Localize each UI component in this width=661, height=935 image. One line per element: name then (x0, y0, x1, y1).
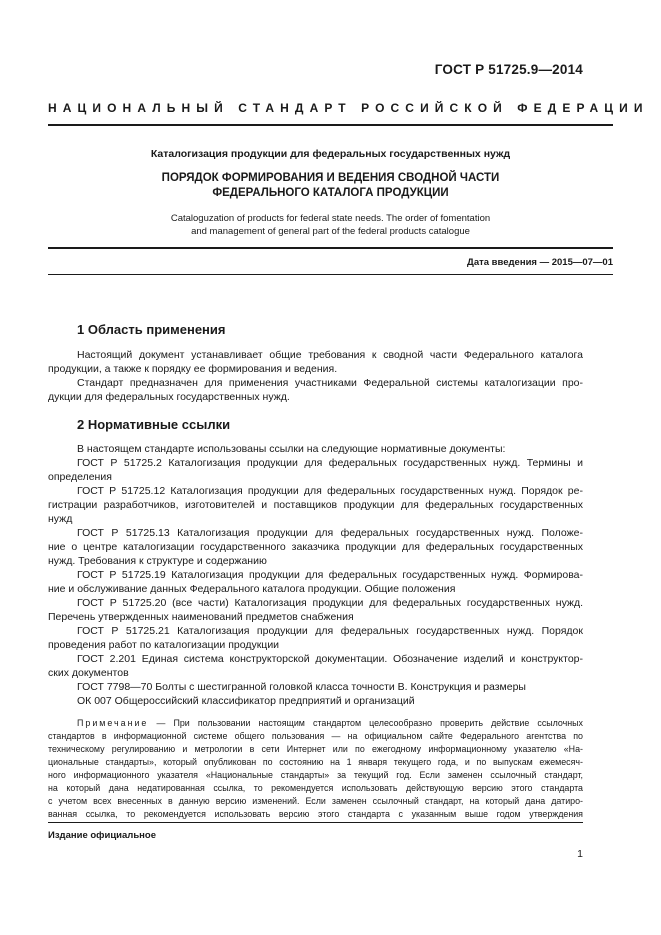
reference-line: ГОСТ Р 51725.12 Каталогизация продукции для федеральных государственных нужд. Порядок ре- (77, 485, 583, 497)
note-line: ванная ссылка, то рекомендуется использовать версию этого стандарта с указанным выше годом утверждения (48, 809, 583, 819)
reference-line: нужд. Требования к структуре и содержанию (48, 555, 267, 567)
document-title (48, 171, 613, 201)
note-line: циональные стандарты», который опубликован по состоянию на 1 января текущего года, и по выпускам ежемесяч- (48, 757, 583, 767)
title-line: ПОРЯДОК ФОРМИРОВАНИЯ И ВЕДЕНИЯ СВОДНОЙ ЧАСТИ (161, 172, 500, 184)
english-title-line: and management of general part of the federal products catalogue (191, 226, 470, 237)
section-heading-references: 2 Нормативные ссылки (77, 417, 231, 432)
reference-line: Перечень утвержденных наименований предметов снабжения (48, 611, 354, 623)
reference-line: ГОСТ Р 51725.21 Каталогизация продукции для федеральных государственных нужд. Порядок (77, 625, 583, 637)
reference-line: ГОСТ 2.201 Единая система конструкторской документации. Обозначение изделий и конструктор- (77, 653, 583, 665)
page-number: 1 (577, 848, 583, 860)
reference-line: гистрации разработчиков, изготовителей и поставщиков продукции для федеральных государственных (48, 499, 583, 511)
paragraph-line: Настоящий документ устанавливает общие требования к сводной части Федерального каталога (77, 349, 583, 361)
national-standard-heading: НАЦИОНАЛЬНЫЙ СТАНДАРТ РОССИЙСКОЙ ФЕДЕРАЦИИ (48, 101, 649, 115)
reference-line: нужд (48, 513, 73, 525)
note-line: на который дана недатированная ссылка, то рекомендуется использовать действующую версию этого стандарта (48, 783, 583, 793)
paragraph-line: продукции, а также к порядку ее формирования и ведения. (48, 363, 338, 375)
note-line-text: — При пользовании настоящим стандартом целесообразно проверить действие ссылочных (148, 718, 583, 728)
paragraph-line: Стандарт предназначен для применения участниками Федеральной системы каталогизации про- (77, 377, 583, 389)
divider-middle (48, 247, 613, 249)
introduction-date: Дата введения — 2015—07—01 (467, 257, 613, 268)
divider-thin (48, 274, 613, 275)
note-line (77, 717, 583, 729)
note-line: ного информационного указателя «Национальные стандарты» за текущий год. Если заменен ссылочный стандарт, (48, 770, 583, 780)
english-title (48, 212, 613, 238)
official-edition-label: Издание официальное (48, 830, 156, 841)
english-title-line: Cataloguzation of products for federal state needs. The order of fomentation (170, 213, 491, 224)
section-heading-scope: 1 Область применения (77, 322, 226, 337)
divider-top (48, 124, 613, 126)
divider-footer (48, 822, 583, 823)
document-subtitle: Каталогизация продукции для федеральных государственных нужд (150, 148, 511, 160)
reference-line: ГОСТ Р 51725.13 Каталогизация продукции для федеральных государственных нужд. Положе- (77, 527, 583, 539)
reference-line: ние о центре каталогизации государственного заказчика продукции для федеральных государственных (48, 541, 583, 553)
reference-line: ГОСТ Р 51725.20 (все части) Каталогизация продукции для федеральных государственных нужд. (77, 597, 583, 609)
paragraph-line: В настоящем стандарте использованы ссылки на следующие нормативные документы: (77, 443, 506, 455)
reference-line: проведения работ по каталогизации продукции (48, 639, 280, 651)
note-line: техническому регулированию и метрологии в сети Интернет или по ежегодному информационному указателю «На- (48, 744, 583, 754)
title-line: ФЕДЕРАЛЬНОГО КАТАЛОГА ПРОДУКЦИИ (212, 187, 449, 199)
note-line: с учетом всех внесенных в данную версию изменений. Если заменен ссылочный стандарт, на который дана датиро- (48, 796, 583, 806)
paragraph-line: дукции для федеральных государственных нужд. (48, 391, 290, 403)
reference-line: ских документов (48, 667, 129, 679)
reference-line: ГОСТ Р 51725.2 Каталогизация продукции для федеральных государственных нужд. Термины и (77, 457, 583, 469)
reference-line: ОК 007 Общероссийский классификатор предприятий и организаций (77, 695, 415, 707)
note-line: стандартов в информационной системе общего пользования — на официальном сайте Федерального агентства по (48, 731, 583, 741)
note-label: Примечание (77, 718, 149, 728)
reference-line: определения (48, 471, 112, 483)
reference-line: ние и обслуживание данных Федерального каталога продукции. Общие положения (48, 583, 456, 595)
document-number: ГОСТ Р 51725.9—2014 (434, 62, 583, 77)
reference-line: ГОСТ Р 51725.19 Каталогизация продукции для федеральных государственных нужд. Формирова- (77, 569, 583, 581)
reference-line: ГОСТ 7798—70 Болты с шестигранной головкой класса точности В. Конструкция и размеры (77, 681, 526, 693)
